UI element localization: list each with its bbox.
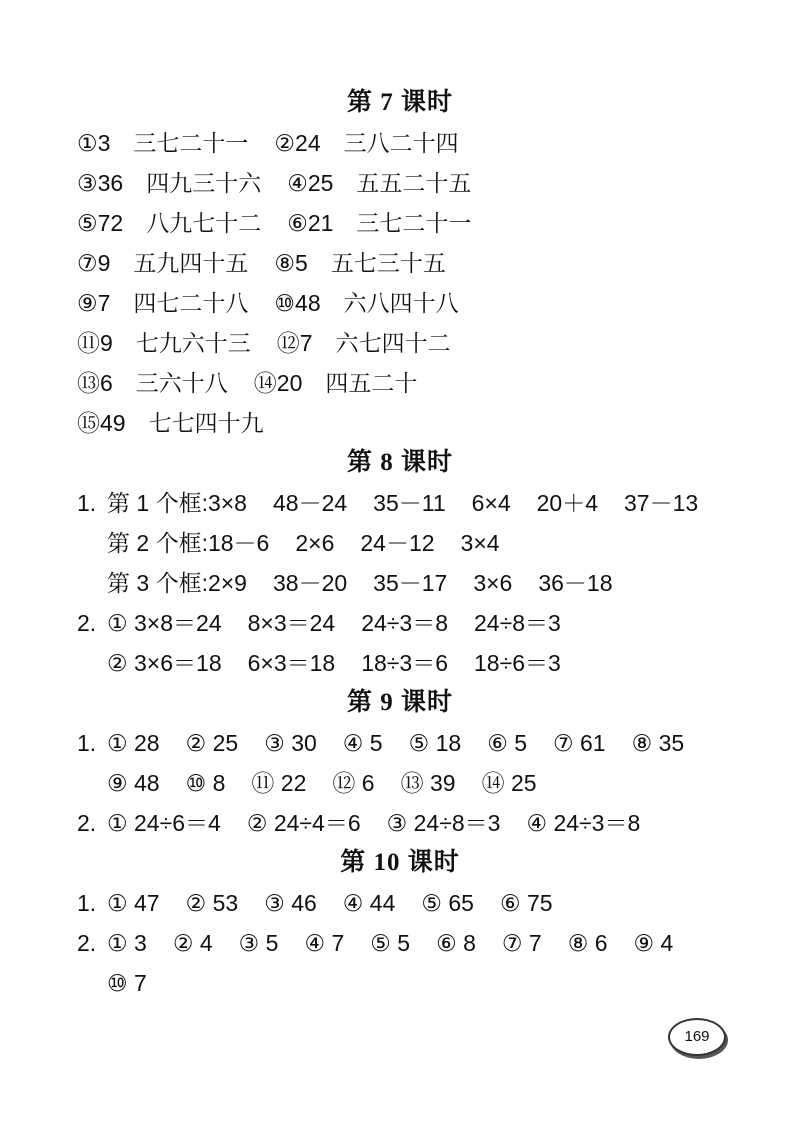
lesson-8-heading: 第 8 课时 bbox=[346, 449, 453, 476]
lesson-8-item: 24÷8＝3 bbox=[474, 610, 561, 636]
lesson-10-item: ④ 7 bbox=[304, 930, 345, 956]
lesson-7-line-1 bbox=[77, 128, 459, 158]
lesson-8-line-5 bbox=[77, 648, 561, 678]
lesson-8-item: 18÷6＝3 bbox=[474, 650, 561, 676]
lesson-8-item: 6×3＝18 bbox=[247, 650, 336, 676]
lesson-9-item: ⑬ 39 bbox=[400, 770, 456, 796]
lesson-7-line-7 bbox=[77, 368, 417, 398]
lesson-8-line-1 bbox=[77, 488, 698, 518]
lesson-7-item: ⑧5 五七三十五 bbox=[274, 250, 446, 276]
lesson-9-item: ⑤ 18 bbox=[408, 730, 462, 756]
lesson-9-item: ⑫ 6 bbox=[332, 770, 375, 796]
lesson-10-item: ③ 5 bbox=[238, 930, 279, 956]
lesson-10-item: ① 3 bbox=[107, 930, 147, 956]
lesson-8-line-3 bbox=[77, 568, 613, 598]
question-number: 2. bbox=[77, 610, 97, 636]
lesson-8-item: 6×4 bbox=[471, 490, 511, 516]
lesson-7-item: ⑬6 三六十八 bbox=[77, 370, 228, 396]
lesson-8-line-2 bbox=[77, 528, 500, 558]
question-number: 1. bbox=[77, 730, 97, 756]
lesson-7-item: ⑤72 八九七十二 bbox=[77, 210, 262, 236]
lesson-10-item: ③ 46 bbox=[264, 890, 317, 916]
lesson-10-item: ⑥ 8 bbox=[436, 930, 476, 956]
lesson-7-item: ⑦9 五九四十五 bbox=[77, 250, 249, 276]
lesson-10-item: ④ 44 bbox=[342, 890, 396, 916]
lesson-10-heading: 第 10 课时 bbox=[340, 849, 460, 876]
lesson-8-item: ② 3×6＝18 bbox=[107, 650, 222, 676]
lesson-8-item: 37－13 bbox=[624, 490, 699, 516]
lesson-8-item: 35－11 bbox=[373, 490, 446, 516]
lesson-8-item: 第 3 个框:2×9 bbox=[107, 570, 247, 596]
lesson-7-item: ①3 三七二十一 bbox=[77, 130, 249, 156]
lesson-9-item: ① 28 bbox=[107, 730, 160, 756]
question-number: 1. bbox=[77, 890, 97, 916]
lesson-9-item: ⑦ 61 bbox=[553, 730, 606, 756]
lesson-7-item: ③36 四九三十六 bbox=[77, 170, 262, 196]
lesson-9-item: ③ 30 bbox=[264, 730, 317, 756]
lesson-7-item: ⑩48 六八四十八 bbox=[274, 290, 459, 316]
lesson-9-line-2 bbox=[77, 768, 537, 798]
lesson-8-item: 第 1 个框:3×8 bbox=[107, 490, 247, 516]
question-number: 2. bbox=[77, 930, 97, 956]
lesson-10-item: ② 53 bbox=[185, 890, 239, 916]
lesson-9-item: ⑥ 5 bbox=[487, 730, 527, 756]
lesson-8-item: 8×3＝24 bbox=[247, 610, 336, 636]
lesson-10-item: ② 4 bbox=[172, 930, 213, 956]
lesson-8-item: 36－18 bbox=[538, 570, 613, 596]
lesson-7-item: ⑨7 四七二十八 bbox=[77, 290, 249, 316]
lesson-8-item: 35－17 bbox=[373, 570, 448, 596]
lesson-9-line-3 bbox=[77, 808, 640, 838]
lesson-9-item: ⑩ 8 bbox=[185, 770, 226, 796]
lesson-8-item: 3×6 bbox=[473, 570, 513, 596]
lesson-7-line-5 bbox=[77, 288, 459, 318]
lesson-8-item: 24÷3＝8 bbox=[361, 610, 449, 636]
lesson-8-item: 24－12 bbox=[360, 530, 435, 556]
page-number-badge: 169 bbox=[668, 1018, 726, 1056]
lesson-10-item: ⑩ 7 bbox=[107, 970, 147, 996]
lesson-10-item: ① 47 bbox=[107, 890, 160, 916]
lesson-7-item: ⑭20 四五二十 bbox=[253, 370, 418, 396]
lesson-9-line-1 bbox=[77, 728, 684, 758]
lesson-7-line-3 bbox=[77, 208, 471, 238]
lesson-8-item: 2×6 bbox=[295, 530, 335, 556]
lesson-8-line-4 bbox=[77, 608, 561, 638]
lesson-10-item: ⑨ 4 bbox=[633, 930, 674, 956]
lesson-7-line-2 bbox=[77, 168, 471, 198]
lesson-10-item: ⑦ 7 bbox=[501, 930, 542, 956]
lesson-7-item: ⑮49 七七四十九 bbox=[77, 410, 264, 436]
lesson-9-item: ② 25 bbox=[185, 730, 239, 756]
lesson-7-line-4 bbox=[77, 248, 446, 278]
lesson-8-item: 3×4 bbox=[460, 530, 500, 556]
lesson-7-line-8 bbox=[77, 408, 264, 438]
lesson-8-item: 38－20 bbox=[272, 570, 348, 596]
question-number: 1. bbox=[77, 490, 97, 516]
lesson-8-item: ① 3×8＝24 bbox=[107, 610, 222, 636]
lesson-9-item: ⑧ 35 bbox=[631, 730, 685, 756]
lesson-7-item: ④25 五五二十五 bbox=[287, 170, 472, 196]
lesson-9-item: ④ 24÷3＝8 bbox=[526, 810, 641, 836]
lesson-10-line-3 bbox=[77, 968, 147, 998]
lesson-8-item: 48－24 bbox=[272, 490, 348, 516]
lesson-8-item: 18÷3＝6 bbox=[361, 650, 449, 676]
lesson-7-heading: 第 7 课时 bbox=[346, 89, 453, 116]
lesson-9-item: ③ 24÷8＝3 bbox=[386, 810, 501, 836]
lesson-10-line-1 bbox=[77, 888, 553, 918]
lesson-9-item: ② 24÷4＝6 bbox=[246, 810, 361, 836]
question-number: 2. bbox=[77, 810, 97, 836]
lesson-7-item: ⑪9 七九六十三 bbox=[77, 330, 251, 356]
lesson-7-line-6 bbox=[77, 328, 451, 358]
lesson-10-line-2 bbox=[77, 928, 673, 958]
lesson-10-item: ⑤ 5 bbox=[370, 930, 411, 956]
lesson-10-item: ⑥ 75 bbox=[499, 890, 553, 916]
lesson-9-item: ⑪ 22 bbox=[251, 770, 307, 796]
lesson-7-item: ⑫7 六七四十二 bbox=[276, 330, 451, 356]
lesson-9-item: ⑨ 48 bbox=[107, 770, 160, 796]
lesson-9-item: ① 24÷6＝4 bbox=[107, 810, 221, 836]
lesson-9-item: ④ 5 bbox=[342, 730, 383, 756]
lesson-7-item: ⑥21 三七二十一 bbox=[287, 210, 472, 236]
lesson-8-item: 20＋4 bbox=[536, 490, 599, 516]
lesson-9-heading: 第 9 课时 bbox=[346, 689, 453, 716]
lesson-10-item: ⑤ 65 bbox=[421, 890, 474, 916]
lesson-7-item: ②24 三八二十四 bbox=[274, 130, 459, 156]
lesson-8-item: 第 2 个框:18－6 bbox=[107, 530, 270, 556]
lesson-10-item: ⑧ 6 bbox=[567, 930, 608, 956]
lesson-9-item: ⑭ 25 bbox=[481, 770, 537, 796]
